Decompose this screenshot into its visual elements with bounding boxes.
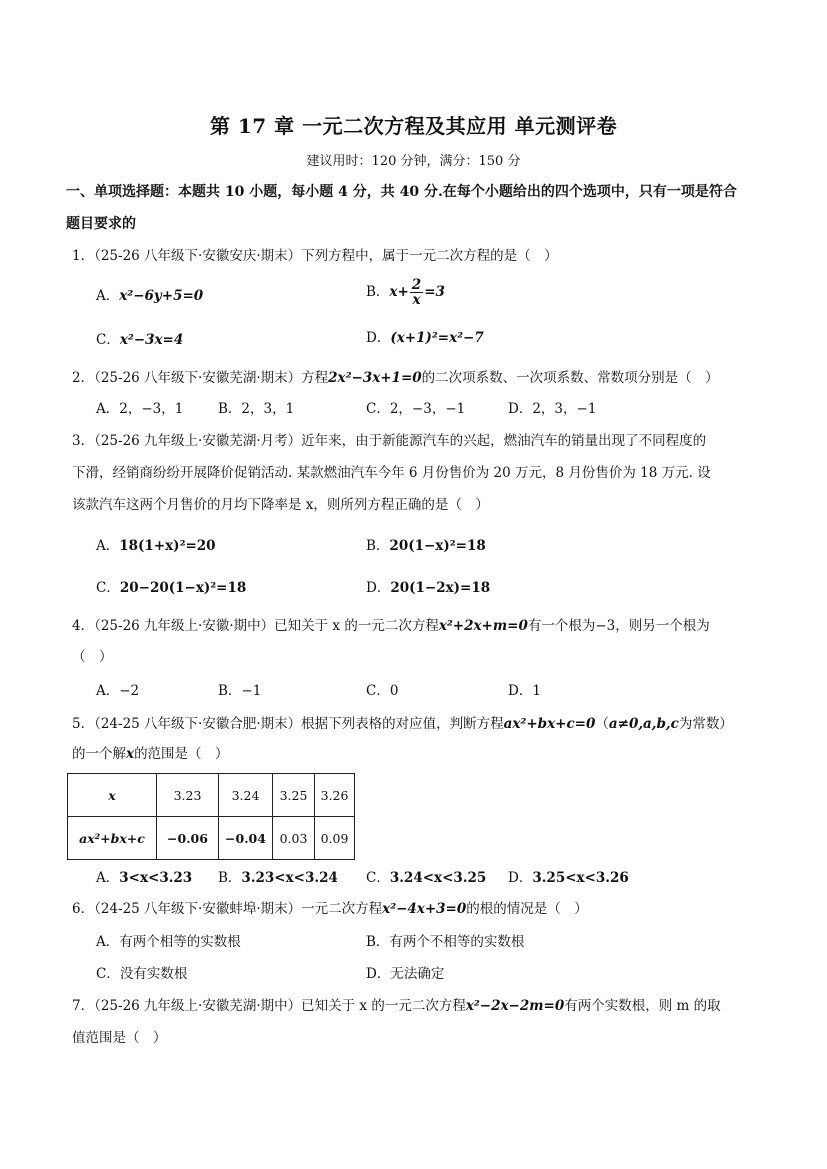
stem-equation: x²−4x+3=0 <box>382 901 467 917</box>
stem-text: 有一个根为−3，则另一个根为 <box>527 618 710 634</box>
q2-option-c: C．2，−3，−1 <box>366 401 466 417</box>
table-cell: 3.23 <box>157 774 219 817</box>
fraction-numerator: 2 <box>411 277 422 293</box>
q7-stem <box>72 996 721 1016</box>
q3-option-a <box>96 535 216 557</box>
stem-text: 2．（25-26 八年级下·安徽芜湖·期末）方程 <box>72 370 329 386</box>
table-row <box>68 817 355 860</box>
q3-stem-line2: 下滑，经销商纷纷开展降价促销活动. 某款燃油汽车今年 6 月份售价为 20 万元，8 月份售价为 18 万元. 设 <box>72 465 711 481</box>
q3-stem-line1: 3．（25-26 九年级上·安徽芜湖·月考）近年来，由于新能源汽车的兴起，燃油汽车的销量出现了不同程度的 <box>72 433 707 449</box>
option-label: B． <box>366 284 390 300</box>
option-expr-post: =3 <box>424 284 445 300</box>
table-cell: −0.06 <box>157 817 219 860</box>
table-header-cell: x <box>68 774 157 817</box>
page-title: 第 17 章 一元二次方程及其应用 单元测评卷 <box>209 114 618 138</box>
q6-option-c: C．没有实数根 <box>96 966 188 982</box>
q6-option-b: B．有两个不相等的实数根 <box>366 934 525 950</box>
q2-option-b: B．2，3，1 <box>218 401 295 417</box>
table-cell: 3.24 <box>219 774 273 817</box>
option-label: A． <box>96 288 120 304</box>
q3-stem-line3: 该款汽车这两个月售价的月均下降率是 x，则所列方程正确的是（ ） <box>72 497 489 513</box>
table-cell: 3.26 <box>315 774 355 817</box>
q5-option-d <box>508 867 629 889</box>
table-row <box>68 774 355 817</box>
option-label: C． <box>366 870 390 886</box>
option-label: D． <box>366 580 391 596</box>
q1-option-a <box>96 285 203 307</box>
table-cell: −0.04 <box>219 817 273 860</box>
q2-stem <box>72 368 719 388</box>
q6-option-a: A．有两个相等的实数根 <box>96 934 241 950</box>
option-label: B． <box>218 870 242 886</box>
q5-stem <box>72 714 733 734</box>
option-label: B． <box>366 538 390 554</box>
section-heading-line1: 一、单项选择题：本题共 10 小题，每小题 4 分，共 40 分.在每个小题给出的四个选项中，只有一项是符合 <box>66 184 737 200</box>
q4-stem-line2: （ ） <box>72 649 113 665</box>
q5-option-a <box>96 867 192 889</box>
option-label: A． <box>96 870 120 886</box>
stem-text: 5．（24-25 八年级下·安徽合肥·期末）根据下列表格的对应值，判断方程 <box>72 716 504 732</box>
option-expr: 18(1+x)²=20 <box>119 538 216 554</box>
q7-stem-line2: 值范围是（ ） <box>72 1030 167 1046</box>
option-label: A． <box>96 538 120 554</box>
q3-option-d <box>366 577 490 599</box>
fraction <box>410 278 423 307</box>
time-score-note: 建议用时：120 分钟，满分：150 分 <box>306 154 521 169</box>
q1-option-c <box>96 329 183 351</box>
stem-text: 7．（25-26 九年级上·安徽芜湖·期中）已知关于 x 的一元二次方程 <box>72 998 466 1014</box>
q6-option-d: D．无法确定 <box>366 966 445 982</box>
stem-text: 的范围是（ ） <box>134 746 229 762</box>
stem-text: （ <box>595 716 609 732</box>
q6-stem <box>72 899 588 919</box>
stem-equation: x²−2x−2m=0 <box>465 998 565 1014</box>
table-cell: 0.09 <box>315 817 355 860</box>
option-expr-pre: x+ <box>389 284 409 300</box>
option-label: C． <box>96 332 120 348</box>
stem-text: 的根的情况是（ ） <box>466 901 588 917</box>
option-expr: 20(1−2x)=18 <box>390 580 491 596</box>
stem-equation: x²+2x+m=0 <box>438 618 528 634</box>
option-expr: 20(1−x)²=18 <box>389 538 486 554</box>
option-label: D． <box>508 870 533 886</box>
stem-condition: a≠0,a,b,c <box>608 716 679 732</box>
q5-stem-line2 <box>72 744 229 764</box>
q4-option-a: A．−2 <box>96 683 140 699</box>
table-cell: 3.25 <box>273 774 315 817</box>
stem-variable: x <box>126 746 135 762</box>
option-expr: 3.25<x<3.26 <box>532 870 629 886</box>
q4-option-d: D．1 <box>508 683 541 699</box>
option-expr: 20−20(1−x)²=18 <box>119 580 247 596</box>
option-expr: x²−6y+5=0 <box>119 288 204 304</box>
q1-stem: 1．（25-26 八年级下·安徽安庆·期末）下列方程中，属于一元二次方程的是（ ） <box>72 248 558 264</box>
q5-option-c <box>366 867 486 889</box>
table-cell: 0.03 <box>273 817 315 860</box>
stem-text: 有两个实数根，则 m 的取 <box>564 998 721 1014</box>
q4-option-b: B．−1 <box>218 683 262 699</box>
fraction-denominator: x <box>412 292 421 308</box>
q2-option-a: A．2，−3，1 <box>96 401 184 417</box>
option-label: C． <box>96 580 120 596</box>
stem-text: 6．（24-25 八年级下·安徽蚌埠·期末）一元二次方程 <box>72 901 383 917</box>
stem-equation: ax²+bx+c=0 <box>503 716 596 732</box>
q2-option-d: D．2，3，−1 <box>508 401 597 417</box>
option-expr: x²−3x=4 <box>119 332 184 348</box>
stem-text: 为常数） <box>678 716 733 732</box>
q5-value-table <box>67 773 355 860</box>
section-heading-line2: 题目要求的 <box>66 216 136 232</box>
stem-equation: 2x²−3x+1=0 <box>328 370 422 386</box>
q1-option-b <box>366 278 445 307</box>
q3-option-b <box>366 535 486 557</box>
q1-option-d <box>366 327 484 349</box>
option-expr: (x+1)²=x²−7 <box>390 330 484 346</box>
q5-option-b <box>218 867 338 889</box>
table-header-cell: ax²+bx+c <box>68 817 157 860</box>
option-expr: 3.23<x<3.24 <box>241 870 338 886</box>
stem-text: 4．（25-26 九年级上·安徽·期中）已知关于 x 的一元二次方程 <box>72 618 439 634</box>
stem-text: 的二次项系数、一次项系数、常数项分别是（ ） <box>421 370 719 386</box>
q4-stem <box>72 616 710 636</box>
q3-option-c <box>96 577 246 599</box>
option-expr: 3.24<x<3.25 <box>389 870 487 886</box>
q4-option-c: C．0 <box>366 683 399 699</box>
option-expr: 3<x<3.23 <box>119 870 193 886</box>
stem-text: 的一个解 <box>72 746 126 762</box>
option-label: D． <box>366 330 391 346</box>
